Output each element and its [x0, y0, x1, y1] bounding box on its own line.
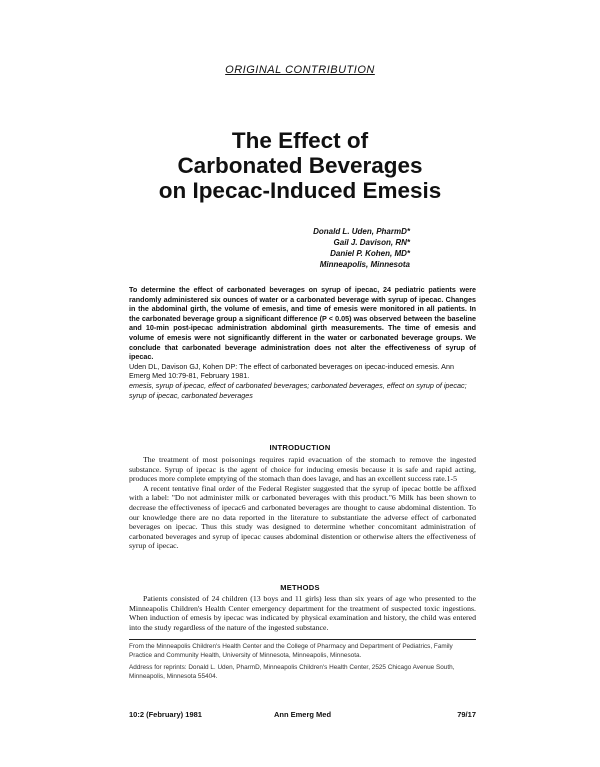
title-line-1: The Effect of	[231, 128, 369, 153]
footer-journal: Ann Emerg Med	[273, 710, 332, 719]
abstract-keywords: emesis, syrup of ipecac, effect of carbonated beverages; carbonated beverages, effect on syrup of ipecac; syrup of ipecac, carbonated beverages	[129, 380, 467, 400]
author-1: Donald L. Uden, PharmD*	[313, 227, 410, 236]
author-2: Gail J. Davison, RN*	[333, 238, 410, 247]
footnote-divider	[129, 639, 476, 640]
author-location: Minneapolis, Minnesota	[319, 260, 410, 269]
introduction-heading: INTRODUCTION	[269, 443, 331, 452]
author-block	[190, 226, 410, 270]
abstract-summary: To determine the effect of carbonated beverages on syrup of ipecac, 24 pediatric patients were randomly administered six ounces of water or a carbonated beverage with syrup of ipecac. Changes in the abdominal girth, the volume of emesis, and time of emesis were monitored in all patients. In the carbonated beverage group a significant difference (P < 0.05) was observed between the baseline and 10-min post-ipecac administration abdominal girth measurements. The time of emesis and volume of emesis were not significantly different in the water or carbonated beverage groups. We conclude that carbonated beverage administration does not alter the effectiveness of syrup of ipecac.	[129, 285, 476, 362]
section-label: ORIGINAL CONTRIBUTION	[225, 64, 375, 76]
title-line-2: Carbonated Beverages	[177, 153, 423, 178]
abstract-citation: Uden DL, Davison GJ, Kohen DP: The effect of carbonated beverages on ipecac-induced emesis. Ann Emerg Med 10:79-81, February 1981.	[129, 361, 454, 381]
introduction-paragraph-1: The treatment of most poisonings requires rapid evacuation of the stomach to remove the ingested substance. Syrup of ipecac is the agent of choice for inducing emesis because it is safe and rapid acting, produces more complete emptying of the stomach than does lavage, and has an excellent success rate.1-5	[129, 455, 476, 484]
abstract	[129, 285, 476, 400]
footer-issue: 10:2 (February) 1981	[129, 710, 202, 719]
methods-body	[129, 594, 476, 632]
introduction-paragraph-2: A recent tentative final order of the Federal Register suggested that the syrup of ipecac bottle be affixed with a label: "Do not administer milk or carbonated beverages with this product."6 Milk has been shown to decrease the effectiveness of ipecac6 and carbonated beverages are thought to cause abdominal distention. To our knowledge there are no data reported in the literature to substantiate the adverse effect of carbonated beverages on ipecac. Thus this study was designed to determine whether concomitant administration of carbonated beverages and syrup of ipecac causes abdominal distention or otherwise alters the effectiveness of syrup of ipecac.	[129, 483, 476, 551]
footnotes	[129, 643, 476, 685]
footnote-reprints: Address for reprints: Donald L. Uden, PharmD, Minneapolis Children's Health Center, 2525 Chicago Avenue South, Minneapolis, Minnesota 55404.	[129, 664, 455, 680]
footnote-affiliation: From the Minneapolis Children's Health Center and the College of Pharmacy and Department of Pediatrics, Family Practice and Community Health, University of Minnesota, Minneapolis, Minnesota.	[129, 643, 453, 659]
methods-heading: METHODS	[280, 583, 320, 592]
article-title	[0, 128, 600, 203]
methods-paragraph-1: Patients consisted of 24 children (13 boys and 11 girls) less than six years of age who presented to the Minneapolis Children's Health Center emergency department for the treatment of suspected toxic ingestions. When induction of emesis by ipecac was indicated by physical examination and history, the child was entered into the study regardless of the nature of the ingested substance.	[129, 594, 476, 632]
title-line-3: on Ipecac-Induced Emesis	[158, 178, 442, 203]
footer-page-number: 79/17	[457, 710, 476, 719]
introduction-body	[129, 455, 476, 551]
author-3: Daniel P. Kohen, MD*	[330, 249, 410, 258]
